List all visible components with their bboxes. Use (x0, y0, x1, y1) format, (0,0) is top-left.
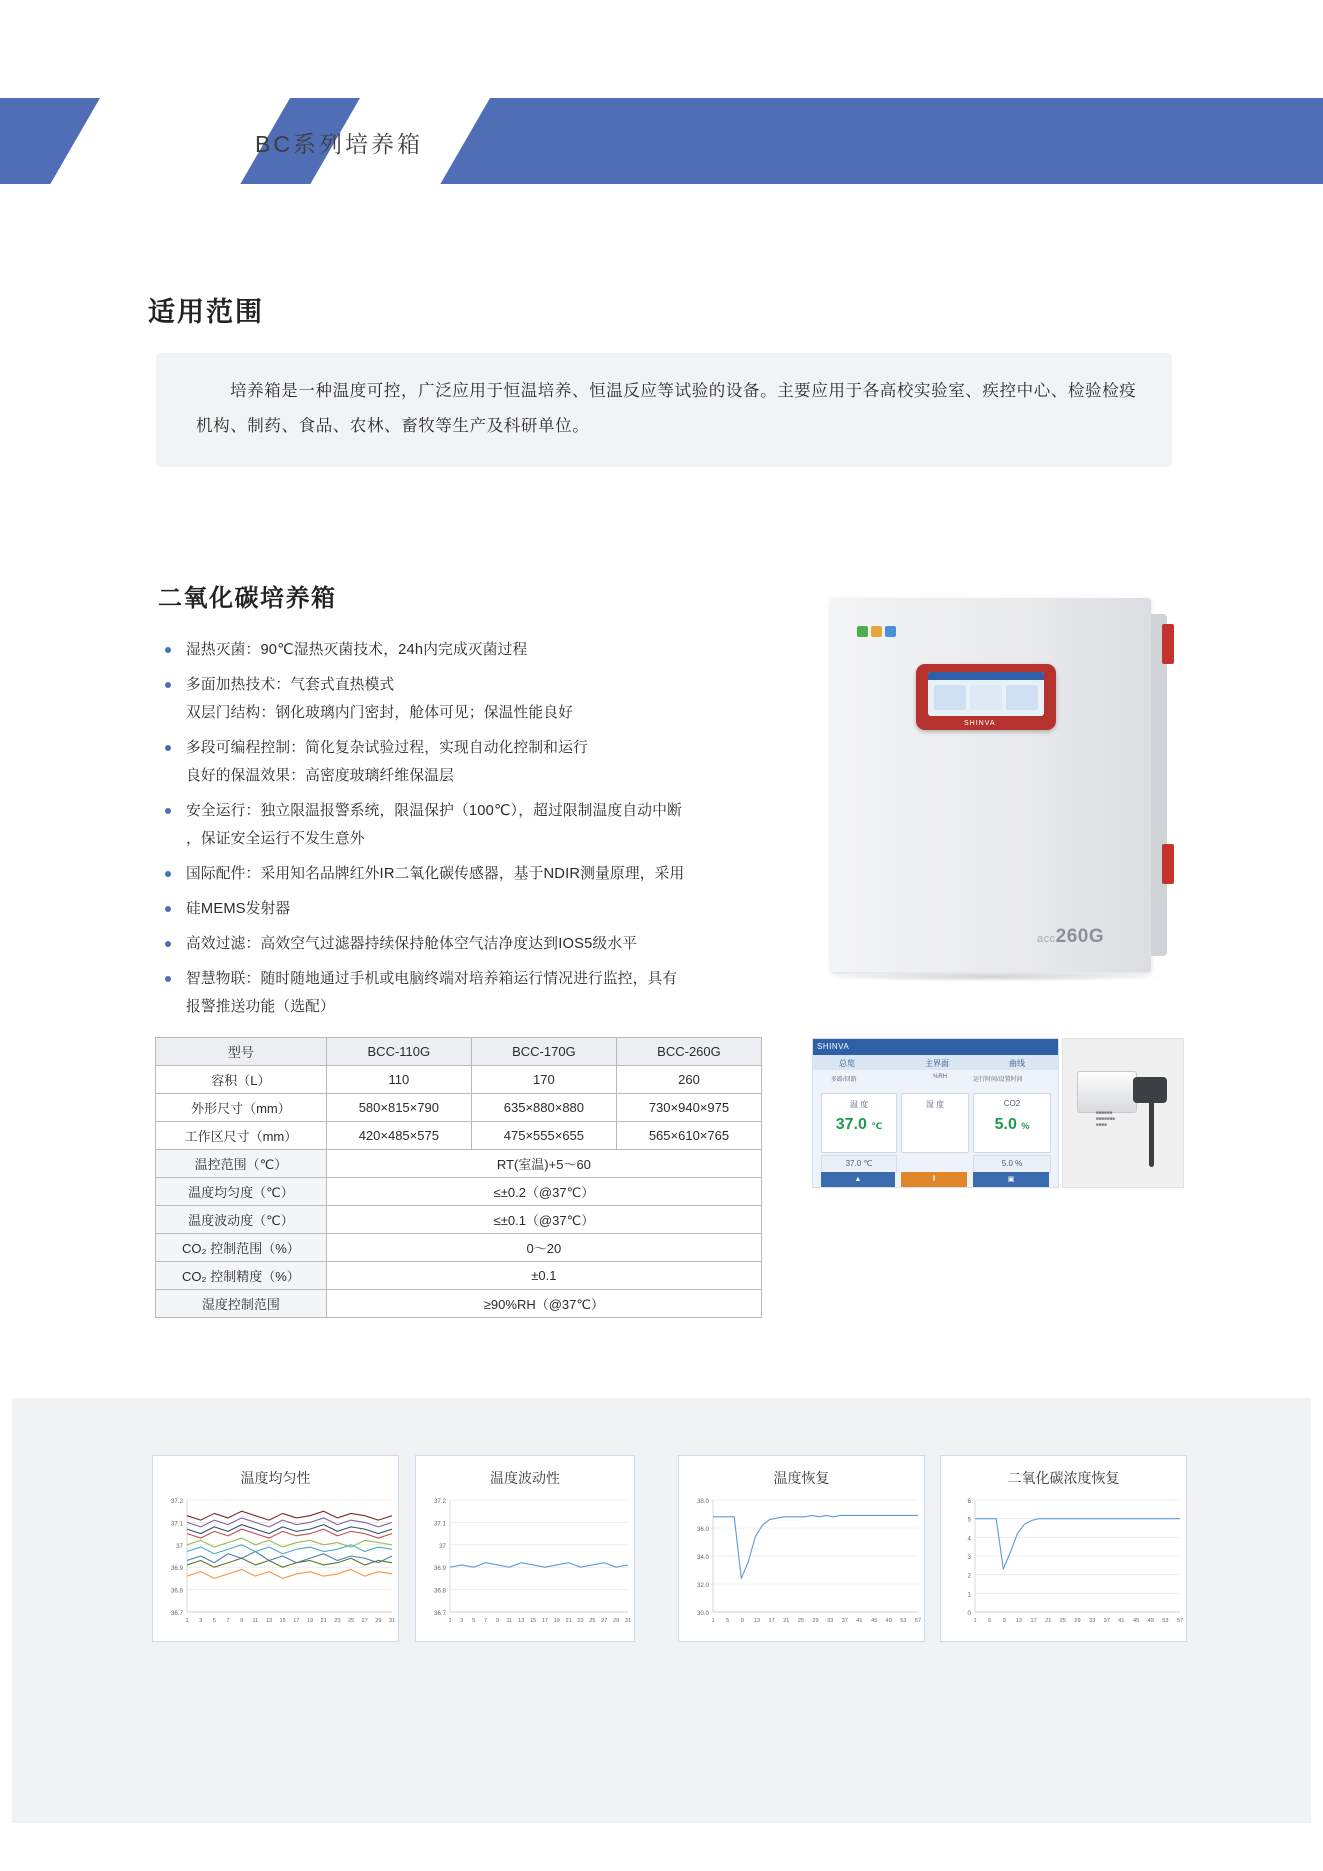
feature-sub: 双层门结构：钢化玻璃内门密封，舱体可见；保温性能良好 (186, 705, 574, 721)
page-title: BC系列培养箱 (255, 131, 423, 157)
svg-text:41: 41 (1118, 1618, 1125, 1624)
table-cell: ≥90%RH（@37℃） (326, 1290, 761, 1318)
svg-text:36.8: 36.8 (433, 1587, 446, 1595)
feature-main: 智慧物联：随时随地通过手机或电脑终端对培养箱运行情况进行监控，具有 (186, 971, 678, 987)
table-row (156, 1178, 762, 1206)
feature-main: 高效过滤：高效空气过滤器持续保持舱体空气洁净度达到IOS5级水平 (186, 936, 638, 952)
svg-text:33: 33 (827, 1618, 834, 1624)
svg-text:19: 19 (553, 1618, 560, 1624)
svg-text:53: 53 (900, 1618, 907, 1624)
svg-text:45: 45 (1132, 1618, 1140, 1624)
svg-text:15: 15 (279, 1618, 286, 1624)
svg-text:13: 13 (265, 1618, 273, 1624)
svg-text:29: 29 (613, 1618, 620, 1624)
table-cell: 110 (326, 1066, 471, 1094)
svg-text:1: 1 (448, 1618, 452, 1624)
table-header-cell: BCC-170G (471, 1038, 616, 1066)
table-cell: 635×880×880 (471, 1094, 616, 1122)
svg-text:9: 9 (1002, 1618, 1006, 1624)
svg-text:21: 21 (783, 1618, 790, 1624)
table-cell: 580×815×790 (326, 1094, 471, 1122)
table-cell: RT(室温)+5～60 (326, 1150, 761, 1178)
chart-temperature-fluctuation (415, 1455, 635, 1642)
svg-text:33: 33 (1089, 1618, 1096, 1624)
hmi-titlebar (813, 1039, 1058, 1055)
svg-text:13: 13 (753, 1618, 761, 1624)
incubator-body (831, 598, 1151, 972)
chart-plot (416, 1494, 634, 1634)
svg-text:53: 53 (1162, 1618, 1169, 1624)
hmi-tabs (813, 1055, 1058, 1070)
svg-text:1: 1 (711, 1618, 715, 1624)
svg-text:36.9: 36.9 (433, 1565, 446, 1573)
chart-temperature-recovery (678, 1455, 925, 1642)
table-header-cell: BCC-110G (326, 1038, 471, 1066)
svg-text:15: 15 (529, 1618, 537, 1624)
hmi-brand: SHINVA (817, 1042, 850, 1051)
feature-sub: ，保证安全运行不发生意外 (186, 831, 365, 847)
svg-text:29: 29 (812, 1618, 819, 1624)
table-cell: 260 (616, 1066, 761, 1094)
feature-main: 安全运行：独立限温报警系统，限温保护（100℃），超过限制温度自动中断 (186, 803, 682, 819)
svg-text:37: 37 (439, 1542, 446, 1550)
table-cell: 温控范围（℃） (156, 1150, 327, 1178)
svg-text:25: 25 (589, 1618, 596, 1624)
product-photo (815, 580, 1185, 990)
table-cell: CO₂ 控制范围（%） (156, 1234, 327, 1262)
hmi-screenshot (812, 1038, 1059, 1188)
hmi-stop-button[interactable]: ▣ (973, 1172, 1049, 1187)
table-row (156, 1066, 762, 1094)
svg-text:11: 11 (506, 1618, 513, 1624)
hmi-co2-label: CO2 (1003, 1099, 1021, 1108)
table-row (156, 1122, 762, 1150)
svg-text:2: 2 (967, 1572, 971, 1580)
svg-text:23: 23 (334, 1618, 341, 1624)
panel-brand: SHINVA (964, 720, 996, 727)
hmi-card-co2 (973, 1093, 1051, 1153)
svg-text:19: 19 (306, 1618, 314, 1624)
table-cell: 工作区尺寸（mm） (156, 1122, 327, 1150)
hinge-bottom (1162, 844, 1174, 884)
hmi-humidity-label: 湿 度 (925, 1100, 945, 1109)
svg-text:37: 37 (1103, 1618, 1110, 1624)
sensor-label: ■■■■■■ ■■■■■■■ ■■■■ (1096, 1110, 1116, 1127)
svg-text:6: 6 (967, 1498, 971, 1505)
chart-svg (416, 1494, 634, 1634)
list-item (160, 895, 780, 923)
chart-title: 二氧化碳浓度恢复 (1007, 1470, 1120, 1486)
list-item (160, 797, 780, 853)
hmi-co2-setpoint: 5.0 % (973, 1155, 1051, 1173)
hmi-temp-value: 37.0 ℃ (835, 1116, 883, 1133)
chart-co2-recovery (940, 1455, 1187, 1642)
hmi-temp-label: 温 度 (849, 1100, 869, 1109)
co2-sensor-photo (1062, 1038, 1184, 1188)
table-cell: 565×610×765 (616, 1122, 761, 1150)
svg-text:49: 49 (1147, 1618, 1154, 1624)
hmi-pause-button[interactable]: ‖ (901, 1172, 967, 1187)
sensor-head (1133, 1077, 1167, 1103)
svg-text:7: 7 (484, 1618, 488, 1624)
scope-heading: 适用范围 (148, 297, 264, 327)
hmi-info-loop: 多路/回路 (831, 1077, 857, 1083)
table-cell: 420×485×575 (326, 1122, 471, 1150)
svg-text:11: 11 (252, 1618, 259, 1624)
svg-text:21: 21 (1045, 1618, 1052, 1624)
svg-text:37.2: 37.2 (170, 1498, 183, 1505)
table-cell: 730×940×975 (616, 1094, 761, 1122)
feature-list (160, 636, 780, 1028)
svg-text:31: 31 (388, 1618, 396, 1624)
hmi-info-time: 运行时间/设置时间 (973, 1077, 1023, 1083)
svg-text:21: 21 (565, 1618, 572, 1624)
svg-text:23: 23 (577, 1618, 584, 1624)
chart-plot (153, 1494, 398, 1634)
sensor-cable (1149, 1101, 1154, 1167)
svg-text:36.8: 36.8 (170, 1587, 183, 1595)
sensor-body (1077, 1071, 1137, 1127)
svg-text:36.9: 36.9 (170, 1565, 183, 1573)
svg-text:32.0: 32.0 (696, 1582, 709, 1589)
hmi-card-humidity (901, 1093, 969, 1153)
svg-text:25: 25 (347, 1618, 355, 1624)
table-cell: 容积（L） (156, 1066, 327, 1094)
svg-text:31: 31 (624, 1618, 632, 1624)
svg-text:17: 17 (293, 1618, 300, 1624)
incubator-side (1151, 614, 1167, 956)
product-model-prefix: acc (1037, 933, 1056, 945)
table-row (156, 1262, 762, 1290)
feature-main: 湿热灭菌：90℃湿热灭菌技术，24h内完成灭菌过程 (186, 642, 528, 658)
table-cell: ±0.1 (326, 1262, 761, 1290)
table-cell: 170 (471, 1066, 616, 1094)
svg-text:13: 13 (1015, 1618, 1023, 1624)
feature-sub: 良好的保温效果：高密度玻璃纤维保温层 (186, 768, 454, 784)
table-cell: 0～20 (326, 1234, 761, 1262)
svg-text:49: 49 (885, 1618, 892, 1624)
feature-main: 多段可编程控制：简化复杂试验过程，实现自动化控制和运行 (186, 740, 588, 756)
svg-text:7: 7 (226, 1618, 230, 1624)
tab-overview[interactable]: 总览 (839, 1059, 855, 1068)
list-item (160, 636, 780, 664)
chart-svg (941, 1494, 1186, 1634)
svg-text:5: 5 (472, 1618, 476, 1624)
svg-text:45: 45 (870, 1618, 878, 1624)
svg-text:37.1: 37.1 (170, 1520, 183, 1528)
svg-text:9: 9 (495, 1618, 500, 1624)
svg-text:17: 17 (541, 1618, 549, 1624)
chart-svg (153, 1494, 398, 1634)
product-model (1037, 926, 1104, 948)
svg-text:36.0: 36.0 (696, 1526, 709, 1533)
svg-text:37.2: 37.2 (433, 1498, 446, 1505)
svg-text:41: 41 (856, 1618, 863, 1624)
tab-main[interactable]: 主界面 (925, 1059, 949, 1068)
table-cell: 湿度控制范围 (156, 1290, 327, 1318)
svg-text:3: 3 (460, 1618, 464, 1624)
svg-text:57: 57 (914, 1618, 922, 1624)
svg-text:5: 5 (988, 1618, 992, 1624)
svg-text:29: 29 (375, 1618, 382, 1624)
table-cell: 475×555×655 (471, 1122, 616, 1150)
page-banner (0, 98, 1323, 184)
table-row (156, 1206, 762, 1234)
svg-text:5: 5 (726, 1618, 730, 1624)
product-model-number: 260G (1055, 926, 1105, 947)
hmi-infobar (813, 1070, 1058, 1090)
svg-text:9: 9 (240, 1618, 244, 1624)
status-leds (857, 624, 917, 637)
hmi-card-temperature (821, 1093, 897, 1153)
svg-text:13: 13 (518, 1618, 525, 1624)
svg-text:3: 3 (199, 1618, 203, 1624)
svg-text:5: 5 (967, 1516, 971, 1524)
svg-text:36.7: 36.7 (170, 1610, 183, 1617)
hmi-co2-value: 5.0 % (994, 1116, 1030, 1133)
spec-table (155, 1037, 762, 1318)
table-cell: 温度波动度（℃） (156, 1206, 327, 1234)
svg-text:17: 17 (1030, 1618, 1037, 1624)
svg-text:36.7: 36.7 (433, 1610, 446, 1617)
hmi-temp-setpoint: 37.0 ℃ (821, 1155, 897, 1173)
list-item (160, 860, 780, 888)
chart-svg (679, 1494, 924, 1634)
svg-text:0: 0 (967, 1610, 971, 1617)
table-row (156, 1290, 762, 1318)
svg-text:38.0: 38.0 (696, 1498, 709, 1505)
table-cell: ≤±0.1（@37℃） (326, 1206, 761, 1234)
scope-text: 培养箱是一种温度可控，广泛应用于恒温培养、恒温反应等试验的设备。主要应用于各高校实验室、疾控中心、检验检疫机构、制药、食品、农林、畜牧等生产及科研单位。 (196, 382, 1137, 435)
chart-title: 温度均匀性 (240, 1470, 311, 1486)
feature-main: 硅MEMS发射器 (186, 901, 291, 917)
table-cell: ≤±0.2（@37℃） (326, 1178, 761, 1206)
svg-text:37: 37 (176, 1542, 183, 1550)
tab-curve[interactable]: 曲线 (1009, 1059, 1025, 1068)
table-row (156, 1150, 762, 1178)
svg-text:30.0: 30.0 (696, 1610, 709, 1617)
svg-text:37: 37 (841, 1618, 848, 1624)
svg-text:4: 4 (967, 1535, 971, 1543)
feature-main: 国际配件：采用知名品牌红外IR二氧化碳传感器，基于NDIR测量原理，采用 (186, 866, 685, 882)
svg-text:9: 9 (740, 1618, 744, 1624)
svg-text:3: 3 (967, 1554, 971, 1561)
chart-plot (679, 1494, 924, 1634)
feature-main: 多面加热技术：气套式直热模式 (186, 677, 395, 693)
table-cell: CO₂ 控制精度（%） (156, 1262, 327, 1290)
svg-text:34.0: 34.0 (696, 1554, 709, 1561)
co2-heading: 二氧化碳培养箱 (158, 585, 337, 612)
svg-text:5: 5 (212, 1618, 216, 1624)
table-cell: 温度均匀度（℃） (156, 1178, 327, 1206)
svg-text:1: 1 (967, 1591, 971, 1599)
hmi-run-button[interactable]: ▲ (821, 1172, 895, 1187)
table-row (156, 1094, 762, 1122)
chart-plot (941, 1494, 1186, 1634)
svg-text:25: 25 (1059, 1618, 1066, 1624)
list-item (160, 965, 780, 1021)
product-shadow (821, 972, 1165, 982)
chart-title: 温度波动性 (490, 1470, 560, 1486)
table-row (156, 1038, 762, 1066)
svg-text:1: 1 (973, 1618, 977, 1624)
svg-text:1: 1 (185, 1618, 189, 1624)
chart-title: 温度恢复 (773, 1470, 830, 1486)
hmi-info-rh: %RH (933, 1074, 948, 1080)
table-row (156, 1234, 762, 1262)
svg-text:29: 29 (1074, 1618, 1081, 1624)
hmi-buttons (813, 1172, 1058, 1187)
list-item (160, 671, 780, 727)
list-item (160, 734, 780, 790)
svg-text:27: 27 (361, 1618, 368, 1624)
panel-screen (928, 672, 1044, 716)
hinge-top (1162, 624, 1174, 664)
svg-text:17: 17 (768, 1618, 775, 1624)
svg-text:57: 57 (1176, 1618, 1184, 1624)
svg-text:21: 21 (320, 1618, 327, 1624)
svg-text:37.1: 37.1 (433, 1520, 446, 1528)
list-item (160, 930, 780, 958)
chart-temperature-uniformity (152, 1455, 399, 1642)
table-cell: 外形尺寸（mm） (156, 1094, 327, 1122)
table-header-cell: 型号 (156, 1038, 327, 1066)
control-panel (916, 664, 1056, 730)
svg-text:27: 27 (601, 1618, 608, 1624)
feature-sub: 报警推送功能（选配） (186, 999, 335, 1015)
svg-text:25: 25 (797, 1618, 804, 1624)
table-header-cell: BCC-260G (616, 1038, 761, 1066)
